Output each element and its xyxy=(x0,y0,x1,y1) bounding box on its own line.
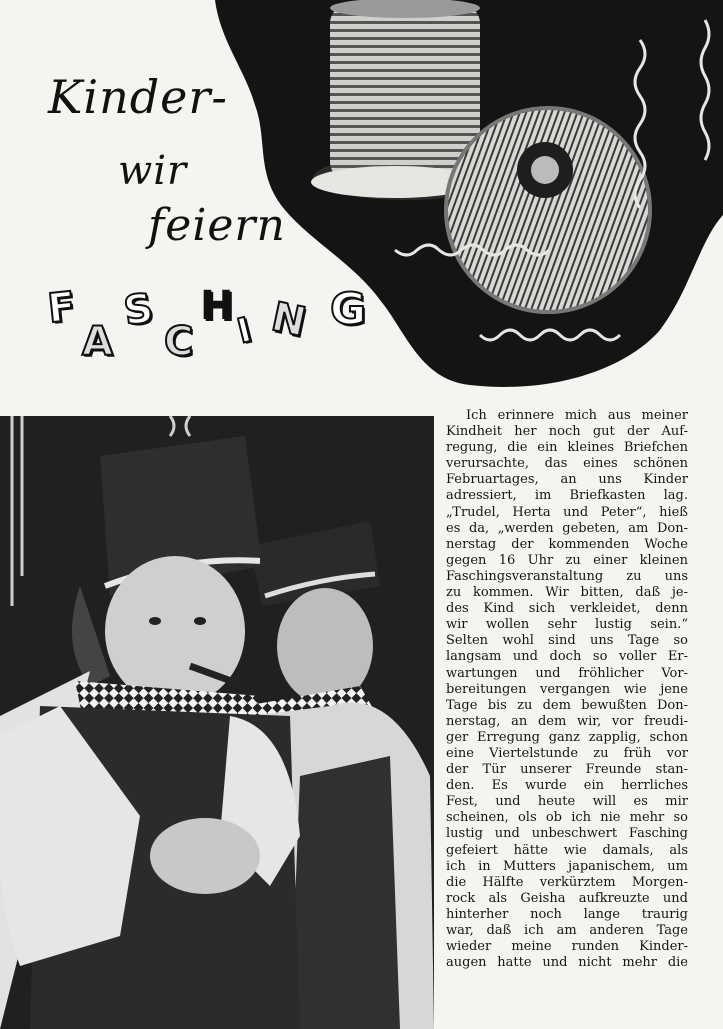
fasching-letter-n: N xyxy=(267,294,310,346)
article-line: verursachte, das eines schönen xyxy=(446,456,688,472)
fasching-wordmark xyxy=(40,280,400,370)
article-line: Tage bis zu dem bewußten Don- xyxy=(446,697,688,713)
article-line: gegen 16 Uhr zu einer kleinen xyxy=(446,552,688,568)
fasching-letter-a: A xyxy=(82,319,113,365)
article-line: eine Viertelstunde zu früh vor xyxy=(446,745,688,761)
article-line: wartungen und fröhlicher Vor- xyxy=(446,665,688,681)
article-line: zu kommen. Wir bitten, daß je- xyxy=(446,585,688,601)
article-body xyxy=(446,408,688,971)
fasching-letter-i: I xyxy=(233,310,256,352)
children-photo xyxy=(0,416,434,1029)
article-line: ich in Mutters japanischem, um xyxy=(446,858,688,874)
article-line: Faschingsveranstaltung zu uns xyxy=(446,568,688,584)
article-line: die Hälfte verkürztem Morgen- xyxy=(446,874,688,890)
article-line: es da, „werden gebeten, am Don- xyxy=(446,520,688,536)
headline-script-line-1: Kinder- xyxy=(48,70,228,124)
fasching-letter-h: H xyxy=(200,283,234,329)
article-line: Selten wohl sind uns Tage so xyxy=(446,633,688,649)
article-line: scheinen, ols ob ich nie mehr so xyxy=(446,810,688,826)
article-line: ger Erregung ganz zapplig, schon xyxy=(446,729,688,745)
article-line: rock als Geisha aufkreuzte und xyxy=(446,890,688,906)
article-line: lustig und unbeschwert Fasching xyxy=(446,826,688,842)
article-line: langsam und doch so voller Er- xyxy=(446,649,688,665)
article-line: nerstag, an dem wir, vor freudi- xyxy=(446,713,688,729)
article-line: Februartages, an uns Kinder xyxy=(446,472,688,488)
headline-script-line-3: feiern xyxy=(148,200,286,251)
article-line: augen hatte und nicht mehr die xyxy=(446,955,688,971)
article-line: der Tür unserer Freunde stan- xyxy=(446,762,688,778)
fasching-letter-f: F xyxy=(45,283,78,333)
article-line: war, daß ich am anderen Tage xyxy=(446,923,688,938)
article-line: „Trudel, Herta und Peter“, hieß xyxy=(446,504,688,520)
fasching-letter-c: C xyxy=(164,319,194,365)
article-line: gefeiert hätte wie damals, als xyxy=(446,842,688,858)
article-line: nerstag der kommenden Woche xyxy=(446,536,688,552)
headline-script-line-2: wir xyxy=(118,148,188,194)
article-line: regung, die ein kleines Briefchen xyxy=(446,440,688,456)
round-lantern xyxy=(446,108,650,312)
article-line: den. Es wurde ein herrliches xyxy=(446,778,688,794)
headline xyxy=(0,0,420,380)
article-line: wieder meine runden Kinder- xyxy=(446,939,688,955)
article-line: Fest, und heute will es mir xyxy=(446,794,688,810)
article-line: bereitungen vergangen wie jene xyxy=(446,681,688,697)
article-line: wir wollen sehr lustig sein.“ xyxy=(446,617,688,633)
article-line: Ich erinnere mich aus meiner xyxy=(466,408,688,423)
article-line: adressiert, im Briefkasten lag. xyxy=(446,488,688,504)
article-line: hinterher noch lange traurig xyxy=(446,906,688,922)
fasching-letter-s: S xyxy=(120,285,156,335)
article-line: Kindheit her noch gut der Auf- xyxy=(446,424,688,440)
fasching-letter-g: G xyxy=(330,284,367,335)
article-line: des Kind sich verkleidet, denn xyxy=(446,601,688,617)
